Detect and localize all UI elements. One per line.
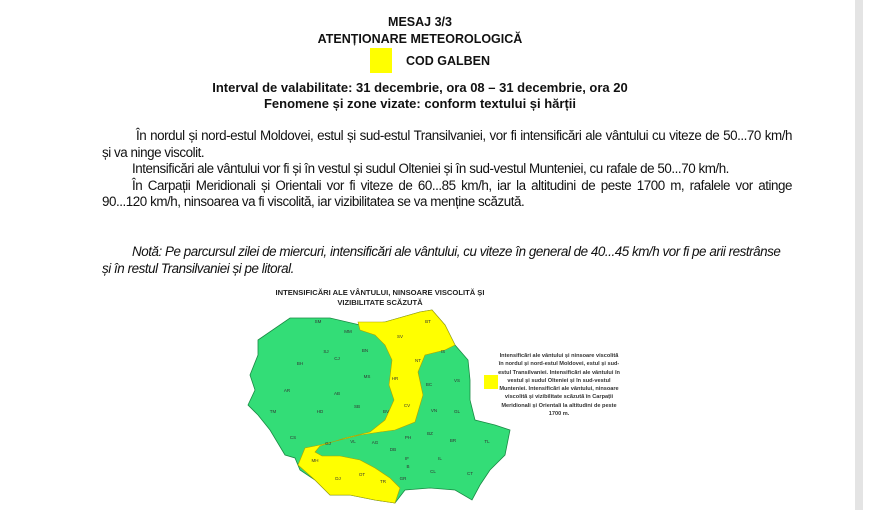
county-label: DJ [335,476,341,481]
county-label: IS [440,349,446,354]
county-label: GL [453,409,461,414]
county-label: AB [333,391,341,396]
county-label: AG [371,440,379,445]
message-number: MESAJ 3/3 [388,15,452,29]
county-label: B [406,464,410,469]
county-label: BR [449,438,457,443]
paragraph: În nordul și nord-estul Moldovei, estul și sud-estul Transilvaniei, vor fi intensificări ale vântului cu viteze de 50...70 km/h și va ninge viscolit. [102,128,792,160]
note-paragraph: Notă: Pe parcursul zilei de miercuri, intensificări ale vântului, cu viteze în general de 40...45 km/h vor fi pe arii restrânse și în restul Transilvaniei și pe litoral. [102,244,781,276]
paragraph: În Carpații Meridionali și Orientali vor fi viteze de 60...85 km/h, iar la altitudini de peste 1700 m, rafalele vor atinge 90...120 km/h, ninsoarea va fi viscolită, iar vizibilitatea se va menține scăzută. [102,177,792,210]
county-label: BN [361,348,369,353]
county-label: HD [316,409,324,414]
county-label: OT [358,472,366,477]
county-label: CV [403,403,411,408]
county-label: MM [344,329,352,334]
county-label: SV [396,334,404,339]
county-label: NT [415,358,421,363]
county-label: CJ [334,356,340,361]
county-label: VS [453,378,461,383]
warning-code-label: COD GALBEN [406,53,491,68]
county-label: MS [363,374,371,379]
map-legend-text: Intensificări ale vântului și ninsoare viscolită în nordul și nord-estul Moldovei, estul și sud-estul Transilvaniei. Intensificări ale vântului în vestul și sudul Olteniei și în sud-vestul Munteniei. Intensificări ale vântului, ninsoare viscolită și vizibilitate scăzută în Carpații Meridionali și Orientali la altitudini de peste 1700 m. [498,353,620,418]
phenomena-zones: Fenomene și zone vizate: conform textului și hărții [263,96,577,111]
validity-interval: Interval de valabilitate: 31 decembrie, ora 08 – 31 decembrie, ora 20 [212,80,628,95]
county-label: BC [425,382,433,387]
county-label: CS [289,435,297,440]
county-label: BT [425,319,431,324]
county-label: TL [484,439,490,444]
legend-yellow-swatch [484,375,498,389]
county-label: AR [283,388,291,393]
county-label: HR [391,376,399,381]
county-label: BH [296,361,304,366]
county-label: TR [380,479,386,484]
paragraph: Intensificări ale vântului vor fi și în vestul și sudul Olteniei și în sud-vestul Munteniei, cu rafale de 50...70 km/h. [132,161,729,177]
county-label: SJ [323,349,329,354]
scrollbar[interactable] [855,0,863,510]
county-label: GR [399,476,407,481]
county-label: BZ [427,431,433,436]
county-label: SB [353,404,361,409]
county-label: DB [389,447,397,452]
document-title: ATENȚIONARE METEOROLOGICĂ [317,32,523,46]
county-label: TM [269,409,277,414]
county-label: IL [438,456,442,461]
county-label: MH [311,458,319,463]
county-label: CT [467,471,473,476]
county-label: CL [430,469,436,474]
county-label: PH [404,435,412,440]
county-label: VN [430,408,438,413]
county-label: GJ [325,441,331,446]
county-label: IF [405,456,409,461]
county-label: BV [382,409,390,414]
map-title: INTENSIFICĂRI ALE VÂNTULUI, NINSOARE VISCOLITĂ ȘI VIZIBILITATE SCĂZUTĂ [275,288,485,307]
county-label: SM [314,319,322,324]
county-label: VL [350,439,356,444]
